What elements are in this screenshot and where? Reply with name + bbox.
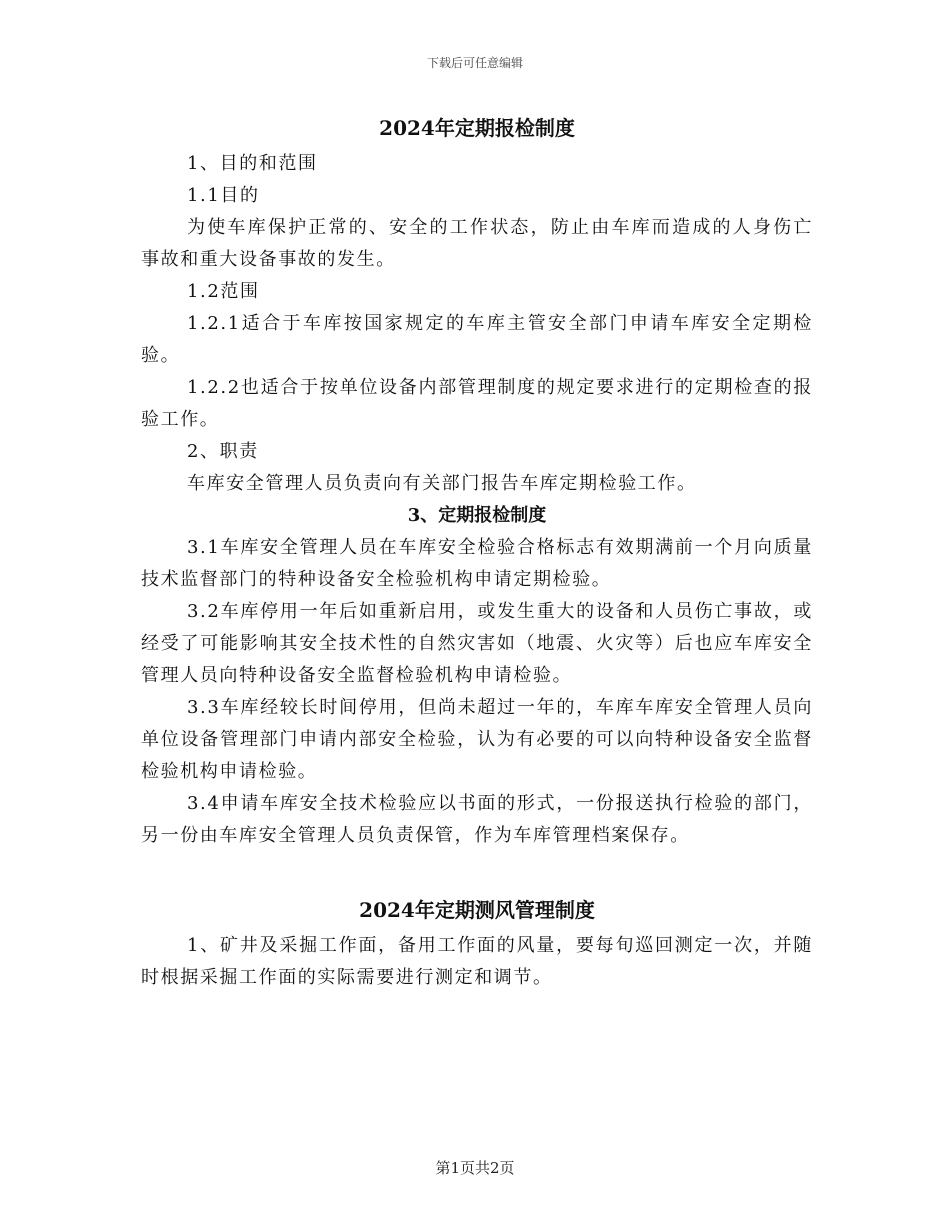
paragraph: 3.2车库停用一年后如重新启用，或发生重大的设备和人员伤亡事故，或经受了可能影响其安全技术性的自然灾害如（地震、火灾等）后也应车库安全管理人员向特种设备安全监督检验机构申请检验。: [141, 601, 813, 686]
paragraph: 3.4申请车库安全技术检验应以书面的形式，一份报送执行检验的部门，另一份由车库安全管理人员负责保管，作为车库管理档案保存。: [141, 793, 813, 846]
paragraph: 车库安全管理人员负责向有关部门报告车库定期检验工作。: [187, 473, 697, 494]
page-indicator: 第1页共2页: [435, 1159, 515, 1177]
paragraph: 1.2.1适合于车库按国家规定的车库主管安全部门申请车库安全定期检验。: [141, 313, 813, 366]
paragraph: 1.1目的: [187, 185, 260, 206]
document-title-1: 2024年定期报检制度: [379, 116, 575, 140]
paragraph: 3.1车库安全管理人员在车库安全检验合格标志有效期满前一个月向质量技术监督部门的特种设备安全检验机构申请定期检验。: [141, 537, 813, 590]
document-title-2: 2024年定期测风管理制度: [359, 898, 595, 922]
document-body: [141, 112, 813, 994]
header-note: 下载后可任意编辑: [426, 56, 523, 70]
paragraph: 3.3车库经较长时间停用，但尚未超过一年的，车库车库安全管理人员向单位设备管理部门申请内部安全检验，认为有必要的可以向特种设备安全监督检验机构申请检验。: [141, 697, 813, 782]
paragraph: 2、职责: [187, 441, 259, 462]
paragraph: 1、矿井及采掘工作面，备用工作面的风量，要每旬巡回测定一次，并随时根据采掘工作面的实际需要进行测定和调节。: [141, 935, 813, 988]
paragraph: 为使车库保护正常的、安全的工作状态，防止由车库而造成的人身伤亡事故和重大设备事故的发生。: [141, 217, 813, 270]
paragraph: 1.2范围: [187, 281, 260, 302]
paragraph: 1.2.2也适合于按单位设备内部管理制度的规定要求进行的定期检查的报验工作。: [141, 377, 813, 430]
section-heading: 3、定期报检制度: [407, 505, 547, 526]
paragraph: 1、目的和范围: [187, 153, 318, 174]
